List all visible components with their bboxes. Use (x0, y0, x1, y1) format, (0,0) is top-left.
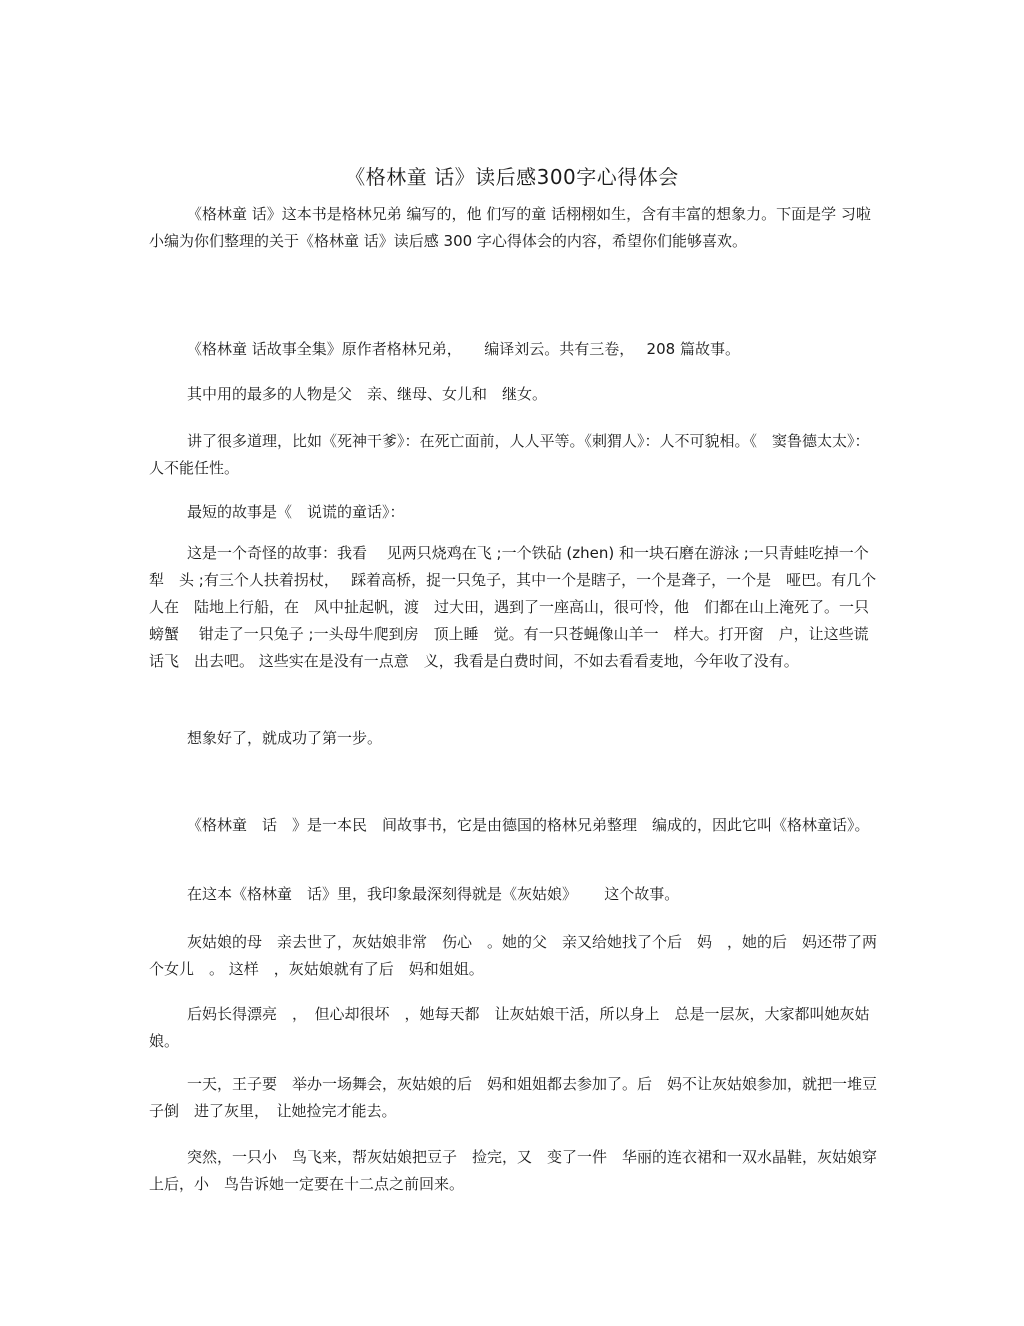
paragraph-shortest-story: 最短的故事是《 说谎的童话》： (187, 503, 405, 521)
paragraph-ball: 一天，王子要 举办一场舞会，灰姑娘的后 妈和姐姐都去参加了。后 妈不让灰姑娘参加，就把一堆豆子倒 进了灰里， 让她捡完才能去。 (149, 1075, 878, 1120)
paragraph-strange-story: 这是一个奇怪的故事：我看 见两只烧鸡在飞 ;一个铁砧 (zhen) 和一块石磨在游泳 ;一只青蛙吃掉一个犁 头 ;有三个人扶着拐杖， 踩着高桥，捉一只兔子，其中一个是瞎子，一个是聋子，一个是 哑巴。有几个人在 陆地上行船，在 风中扯起帆，渡 过大田，遇到了一座高山，很可怜，他 们都在山上淹死了。一只螃蟹 钳走了一只兔子 ;一头母牛爬到房 顶上睡 觉。有一只苍蝇像山羊一 样大。打开窗 户，让这些谎话飞 出去吧。 这些实在是没有一点意 义，我看是白费时间，不如去看看麦地，今年收了没有。 (149, 544, 877, 670)
page-title: 《格林童 话》读后感300字心得体会 (345, 165, 679, 189)
paragraph-collection-info: 《格林童 话故事全集》原作者格林兄弟， 编译刘云。共有三卷， 208 篇故事。 (187, 340, 740, 358)
paragraph-intro: 《格林童 话》这本书是格林兄弟 编写的，他 们写的童 话栩栩如生，含有丰富的想象力。下面是学 习啦小编为你们整理的关于《格林童 话》读后感 300 字心得体会的内容，希望你们能够喜欢。 (149, 205, 871, 250)
paragraph-characters: 其中用的最多的人物是父 亲、继母、女儿和 继女。 (187, 385, 548, 403)
paragraph-bird: 突然，一只小 鸟飞来，帮灰姑娘把豆子 捡完，又 变了一件 华丽的连衣裙和一双水晶鞋，灰姑娘穿上后，小 鸟告诉她一定要在十二点之前回来。 (149, 1148, 878, 1193)
paragraph-stepmother: 后妈长得漂亮 ， 但心却很坏 ，她每天都 让灰姑娘干活，所以身上 总是一层灰，大家都叫她灰姑娘。 (149, 1005, 870, 1050)
paragraph-cinderella-intro: 在这本《格林童 话》里，我印象最深刻得就是《灰姑娘》 这个故事。 (187, 885, 680, 903)
paragraph-imagination: 想象好了，就成功了第一步。 (187, 729, 383, 747)
paragraph-lessons: 讲了很多道理，比如《死神干爹》：在死亡面前，人人平等。《刺猬人》：人不可貌相。《 窦鲁德太太》：人不能任性。 (149, 432, 870, 477)
paragraph-folk-book: 《格林童 话 》是一本民 间故事书，它是由德国的格林兄弟整理 编成的，因此它叫《格林童话》。 (187, 816, 870, 834)
paragraph-cinderella-family: 灰姑娘的母 亲去世了，灰姑娘非常 伤心 。她的父 亲又给她找了个后 妈 ，她的后 妈还带了两个女儿 。 这样 ，灰姑娘就有了后 妈和姐姐。 (149, 933, 878, 978)
